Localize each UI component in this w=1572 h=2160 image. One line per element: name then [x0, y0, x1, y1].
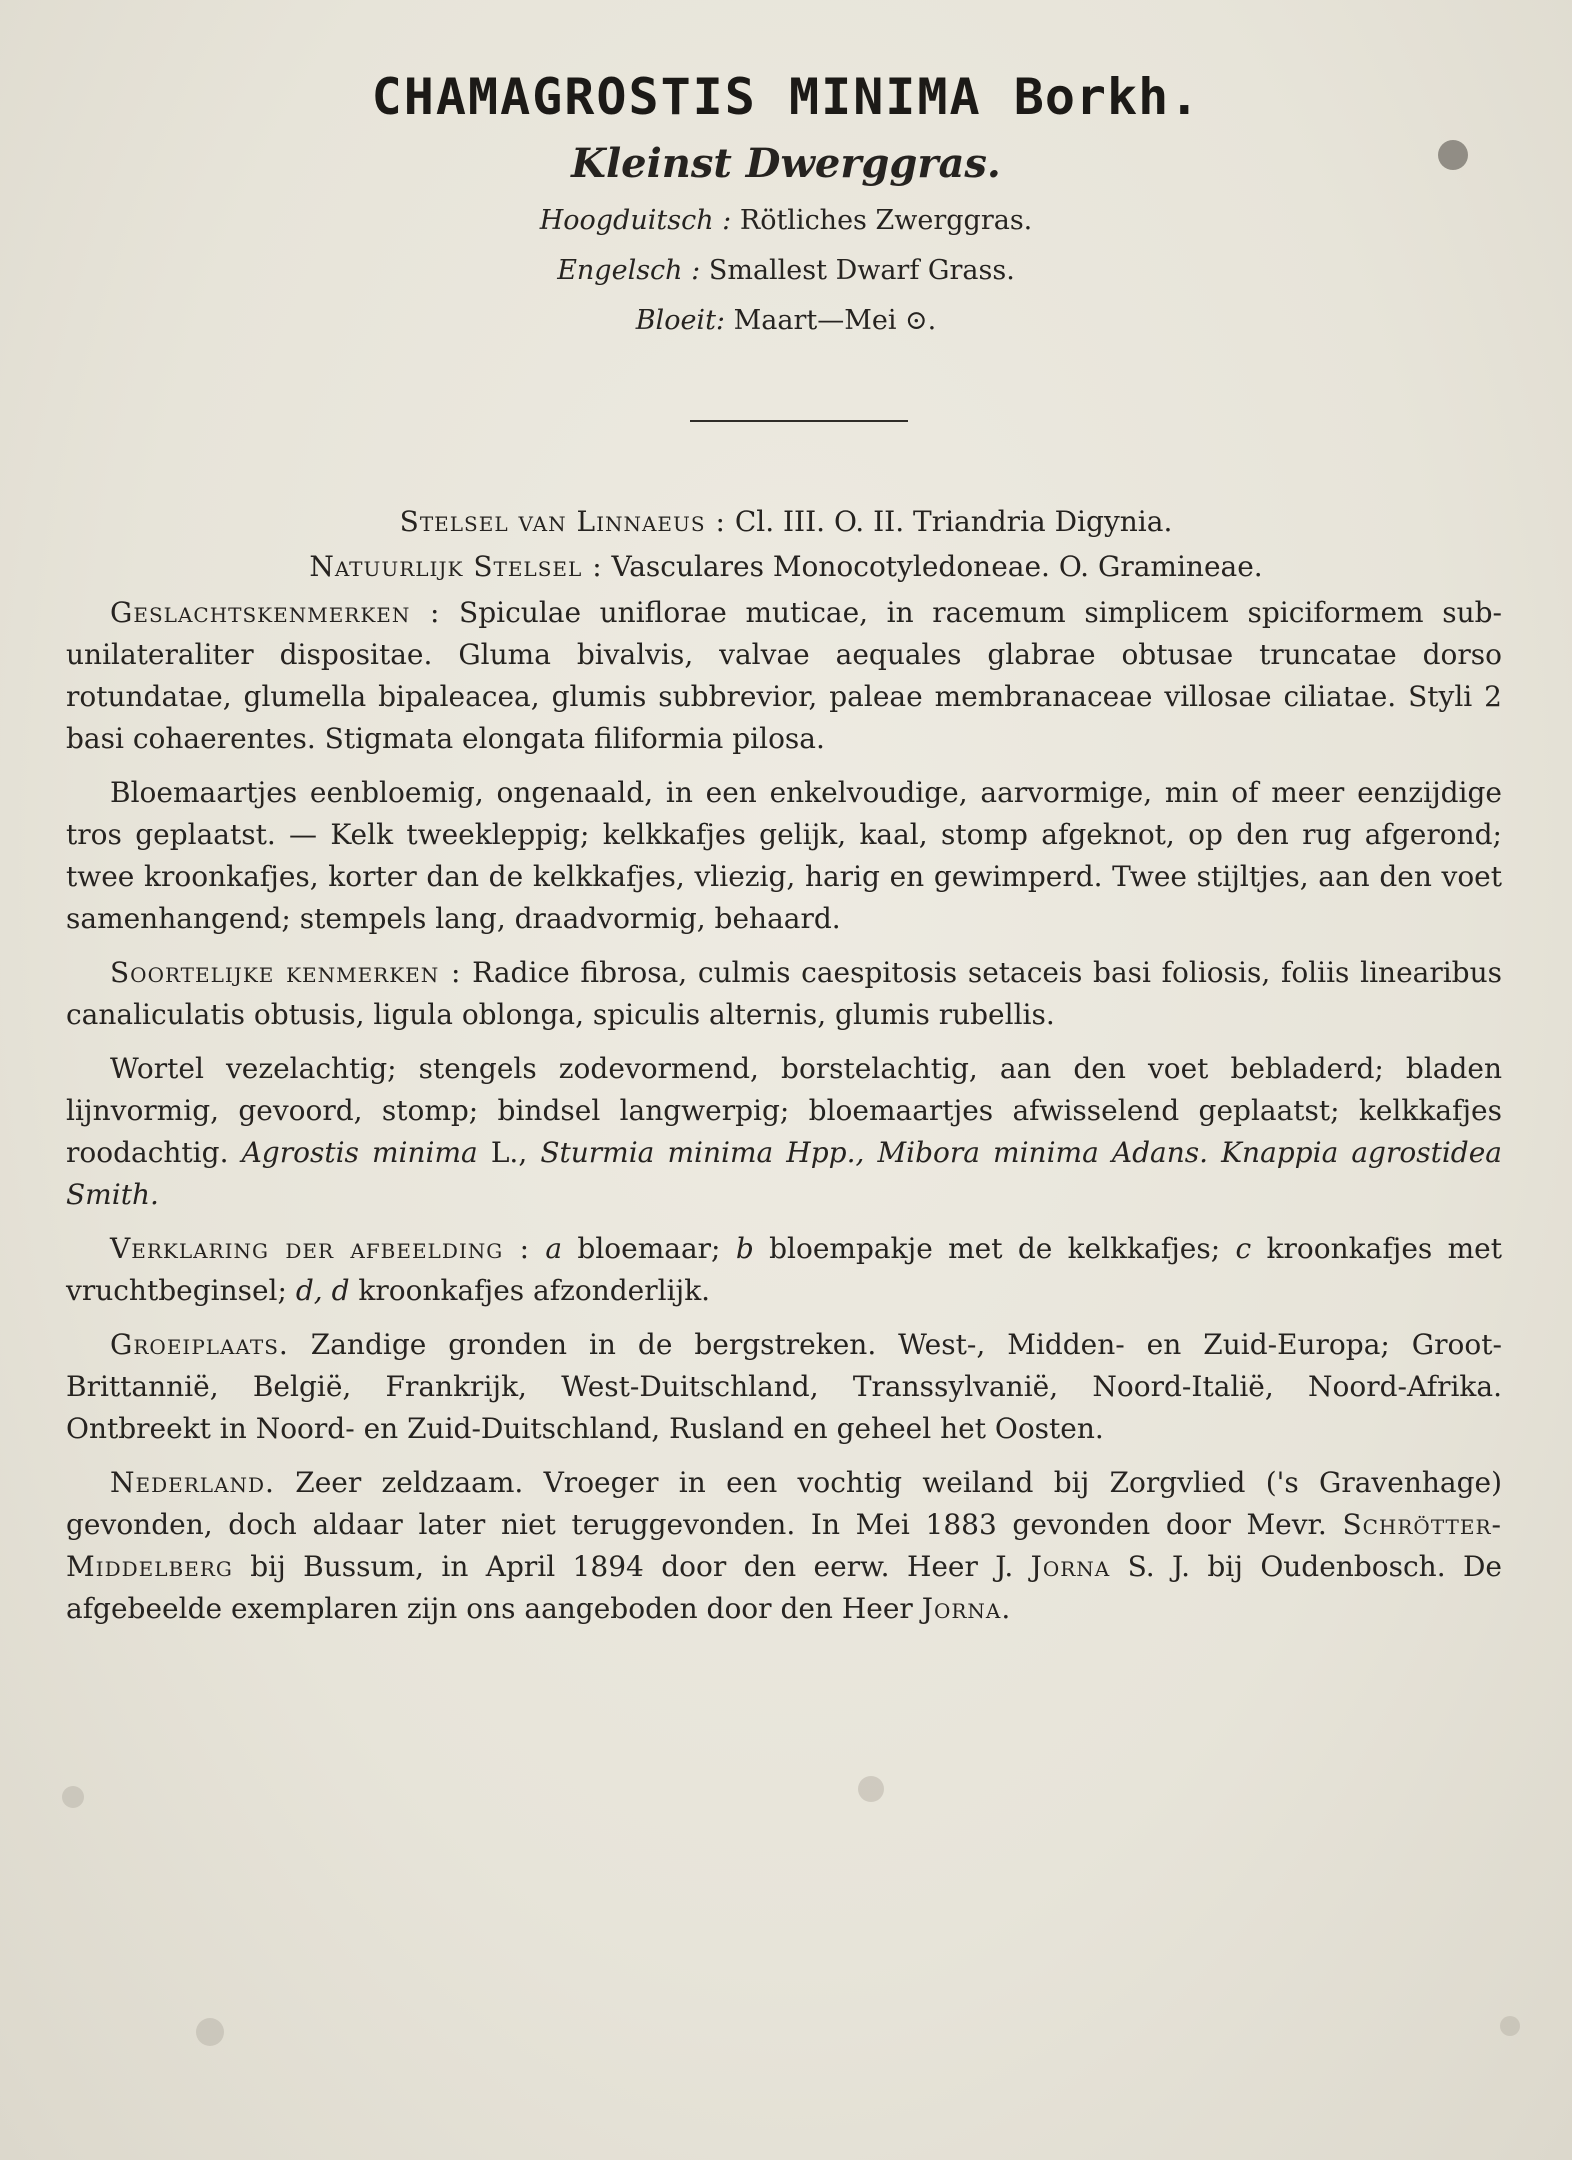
bloom-value: Maart—Mei ⊙. [733, 305, 937, 336]
figure-text-d: kroonkafjes afzonderlijk. [349, 1274, 711, 1307]
collector-name-2: Jorna [1030, 1550, 1111, 1583]
linnaeus-label: Stelsel van Linnaeus : [399, 505, 726, 538]
species-name: CHAMAGROSTIS MINIMA [371, 68, 982, 126]
figure-explanation [66, 1228, 1502, 1312]
paper-stain [858, 1776, 884, 1802]
description-body [66, 592, 1502, 1642]
figure-explanation-label: Verklaring der afbeelding : [110, 1232, 531, 1265]
genus-characters-latin [66, 592, 1502, 760]
german-name-line [0, 205, 1572, 236]
habitat-label: Groeiplaats. [110, 1328, 289, 1361]
synonym-agrostis-author: L., [477, 1136, 541, 1169]
genus-characters-label: Geslachtskenmerken : [110, 596, 441, 629]
species-characters-text: Radice fibrosa, culmis caespitosis setaceis basi foliosis, foliis linearibus canaliculatis obtusis, ligula oblonga, spiculis alternis, glumis rubellis. [66, 956, 1502, 1031]
natural-value: Vasculares Monocotyledoneae. O. Gramineae. [611, 550, 1263, 583]
german-value: Rötliches Zwerggras. [739, 205, 1033, 236]
natural-system-line [0, 550, 1572, 583]
genus-characters-dutch-text: Bloemaartjes eenbloemig, ongenaald, in een enkelvoudige, aarvormige, min of meer eenzijdige tros geplaatst. — Kelk tweekleppig; kelkkafjes gelijk, kaal, stomp afgeknot, op den rug afgerond; twee kroonkafjes, korter dan de kelkkafjes, vliezig, harig en gewimperd. Twee stijltjes, aan den voet samenhangend; stempels lang, draadvormig, behaard. [66, 776, 1502, 935]
netherlands-text-4: . [1001, 1592, 1011, 1625]
linnaeus-system-line [0, 505, 1572, 538]
dutch-name: Kleinst Dwerggras. [571, 140, 1001, 187]
bloom-label: Bloeit: [635, 305, 726, 336]
linnaeus-value: Cl. III. O. II. Triandria Digynia. [734, 505, 1173, 538]
english-label: Engelsch : [557, 255, 701, 286]
natural-label: Natuurlijk Stelsel : [309, 550, 603, 583]
english-name-line [0, 255, 1572, 286]
bloom-line [0, 305, 1572, 336]
netherlands-text-3: S. J. bij Oudenbosch. De afgebeelde exemplaren zijn ons aangeboden door den Heer [66, 1550, 1502, 1625]
habitat-text: Zandige gronden in de bergstreken. West-, Midden- en Zuid-Europa; Groot-Brittannië, België, Frankrijk, West-Duitschland, Transsylvanië, Noord-Italië, Noord-Afrika. Ontbreekt in Noord- en Zuid-Duitschland, Rusland en geheel het Oosten. [66, 1328, 1502, 1445]
paper-stain [196, 2018, 224, 2046]
collector-name-1: Schrötter-Middelberg [66, 1508, 1502, 1583]
species-title [0, 68, 1572, 126]
species-characters-label: Soortelijke kenmerken : [110, 956, 462, 989]
species-characters-dutch-text: Wortel vezelachtig; stengels zodevormend, borstelachtig, aan den voet bebladerd; bladen lijnvormig, gevoord, stomp; bindsel langwerpig; bloemaartjes afwisselend geplaatst; kelkkafjes roodachtig. [66, 1052, 1502, 1169]
german-label: Hoogduitsch : [539, 205, 732, 236]
species-characters-dutch [66, 1048, 1502, 1216]
species-characters-latin [66, 952, 1502, 1036]
figure-key-a: a [545, 1232, 563, 1265]
habitat [66, 1324, 1502, 1450]
genus-characters-dutch [66, 772, 1502, 940]
synonyms-other: Sturmia minima Hpp., Mibora minima Adans. Knappia agrostidea Smith. [66, 1136, 1502, 1211]
netherlands-label: Nederland. [110, 1466, 275, 1499]
figure-text-a: bloemaar; [562, 1232, 736, 1265]
figure-key-c: c [1235, 1232, 1252, 1265]
section-divider [690, 420, 908, 422]
synonym-agrostis: Agrostis minima [241, 1136, 478, 1169]
collector-name-3: Jorna [921, 1592, 1002, 1625]
genus-characters-text: Spiculae uniflorae muticae, in racemum simplicem spiciformem sub-unilateraliter dispositae. Gluma bivalvis, valvae aequales glabrae obtusae truncatae dorso rotundatae, glumella bipaleacea, glumis subbrevior, paleae membranaceae villosae ciliatae. Styli 2 basi cohaerentes. Stigmata elongata filiformia pilosa. [66, 596, 1502, 755]
species-author: Borkh. [1013, 68, 1201, 126]
english-value: Smallest Dwarf Grass. [708, 255, 1015, 286]
figure-text-c: kroonkafjes met vruchtbeginsel; [66, 1232, 1503, 1307]
figure-key-b: b [735, 1232, 754, 1265]
figure-text-b: bloempakje met de kelkkafjes; [753, 1232, 1236, 1265]
paper-stain [62, 1786, 84, 1808]
paper-stain [1500, 2016, 1520, 2036]
netherlands-distribution [66, 1462, 1502, 1630]
netherlands-text-2: bij Bussum, in April 1894 door den eerw. Heer J. [232, 1550, 1031, 1583]
figure-key-d: d, d [295, 1274, 350, 1307]
netherlands-text-1: Zeer zeldzaam. Vroeger in een vochtig weiland bij Zorgvlied ('s Gravenhage) gevonden, doch aldaar later niet teruggevonden. In Mei 1883 gevonden door Mevr. [66, 1466, 1502, 1541]
